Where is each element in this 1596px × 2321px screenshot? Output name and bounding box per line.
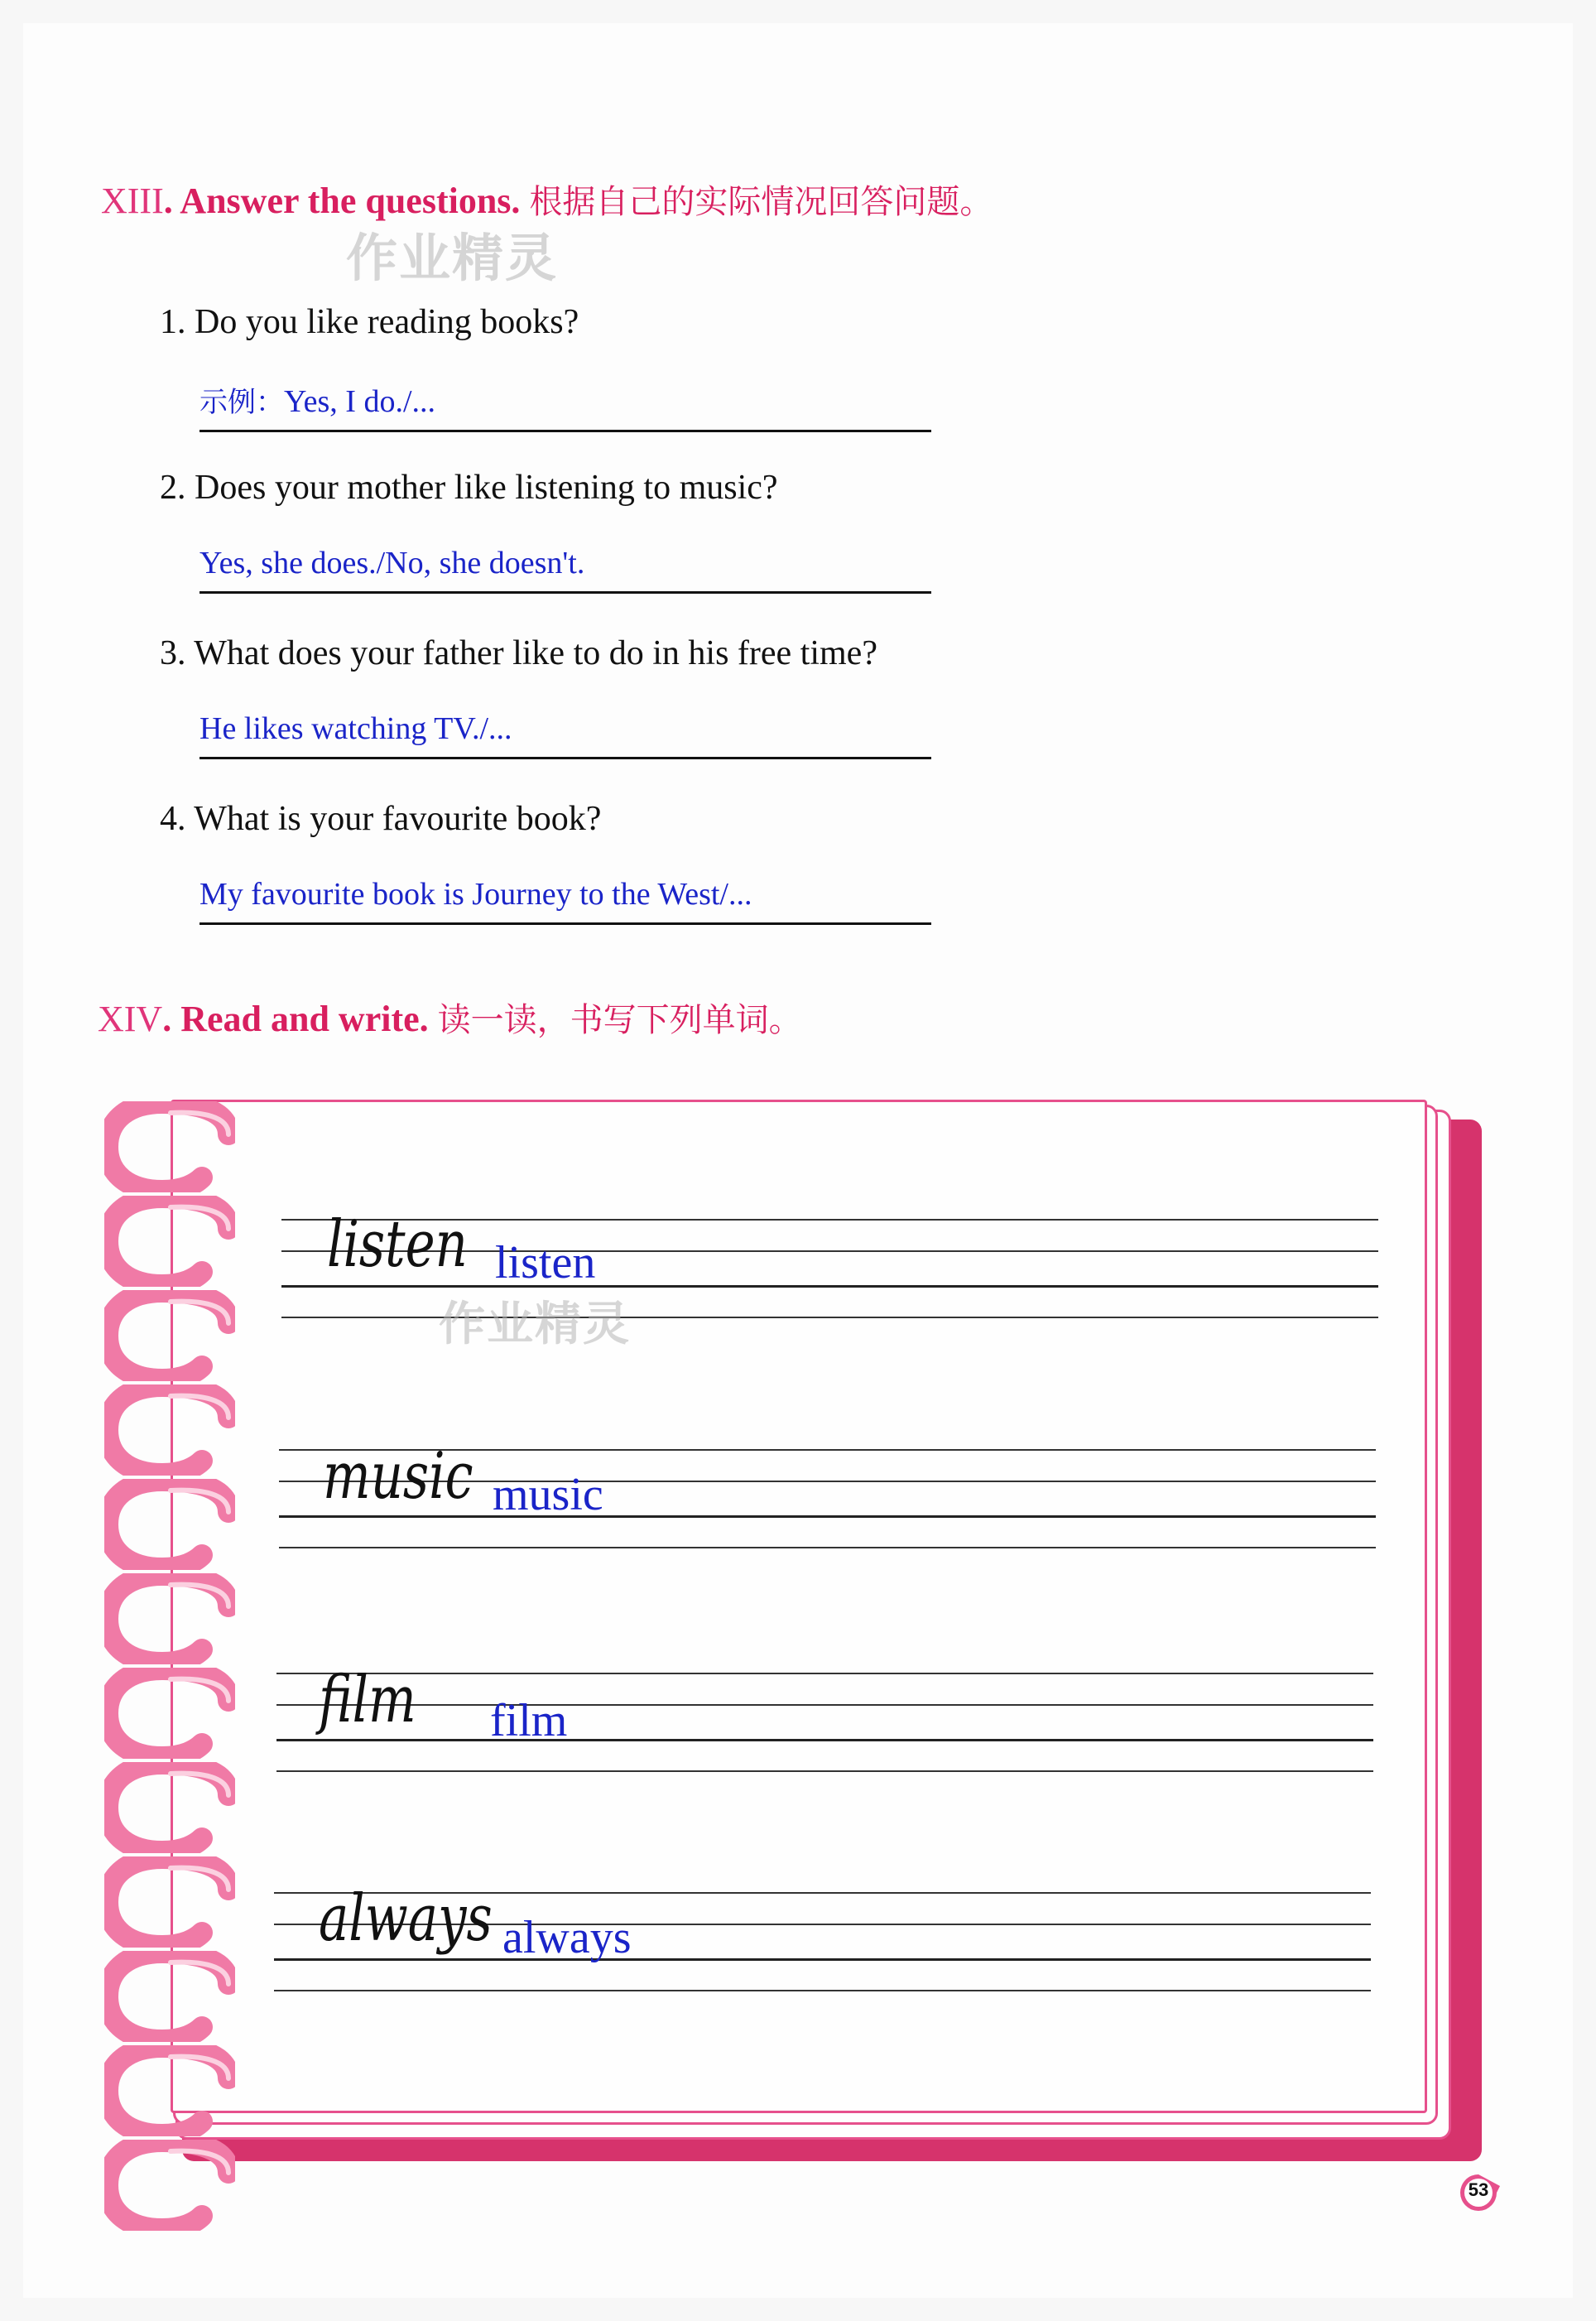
spiral-ring <box>104 1384 235 1476</box>
answer-1-text: Yes, I do./... <box>284 384 436 419</box>
spiral-ring <box>104 2045 235 2136</box>
section-13-heading <box>101 176 993 223</box>
spiral-ring <box>104 1290 235 1381</box>
guide-line <box>279 1515 1376 1518</box>
page-number: 53 <box>1468 2179 1489 2200</box>
guide-line <box>279 1547 1376 1548</box>
spiral-ring <box>104 1573 235 1664</box>
model-word-3: film <box>319 1663 416 1737</box>
watermark: 作业精灵 <box>346 228 559 288</box>
question-4: 4. What is your favourite book? <box>160 800 602 838</box>
guide-line <box>276 1673 1373 1674</box>
spiral-ring <box>104 1668 235 1759</box>
section-13-title: . Answer the questions. <box>163 181 521 221</box>
question-1: 1. Do you like reading books? <box>160 303 579 341</box>
answer-1-example-label: 示例： <box>200 386 284 419</box>
spiral-ring <box>104 1101 235 1192</box>
guide-line <box>276 1770 1373 1772</box>
written-word-3[interactable]: film <box>490 1695 568 1746</box>
guide-line <box>276 1704 1373 1706</box>
guide-line <box>276 1739 1373 1741</box>
watermark-2: 作业精灵 <box>439 1298 631 1351</box>
spiral-ring <box>104 1479 235 1570</box>
model-word-2: music <box>323 1439 474 1514</box>
answer-2-text: Yes, she does./No, she doesn't. <box>200 546 585 580</box>
section-14-number: XIV <box>98 999 163 1039</box>
spiral-ring <box>104 1762 235 1853</box>
written-word-4[interactable]: always <box>502 1912 632 1963</box>
model-word-1: listen <box>327 1207 468 1282</box>
section-14-instruction: 读一读，书写下列单词。 <box>437 1001 802 1039</box>
guide-line <box>274 1958 1371 1961</box>
question-2: 2. Does your mother like listening to music? <box>160 469 778 507</box>
model-word-4: always <box>319 1881 493 1956</box>
answer-3-text: He likes watching TV./... <box>200 711 512 746</box>
written-word-2[interactable]: music <box>493 1469 603 1520</box>
spiral-ring <box>104 1856 235 1948</box>
answer-4-line[interactable] <box>200 876 931 925</box>
answer-2-line[interactable] <box>200 545 931 594</box>
answer-1-line[interactable] <box>200 379 931 432</box>
guide-line <box>274 1990 1371 1991</box>
spiral-ring <box>104 2140 235 2231</box>
section-13-instruction: 根据自己的实际情况回答问题。 <box>529 183 993 221</box>
section-13-number: XIII <box>101 181 164 221</box>
spiral-ring <box>104 1196 235 1287</box>
section-14-title: . Read and write. <box>162 999 429 1039</box>
answer-4-text: My favourite book is Journey to the West/... <box>200 877 752 912</box>
spiral-ring <box>104 1951 235 2042</box>
answer-3-line[interactable] <box>200 710 931 759</box>
question-3: 3. What does your father like to do in his free time? <box>160 634 877 672</box>
written-word-1[interactable]: listen <box>495 1237 596 1288</box>
section-14-heading <box>98 994 802 1041</box>
